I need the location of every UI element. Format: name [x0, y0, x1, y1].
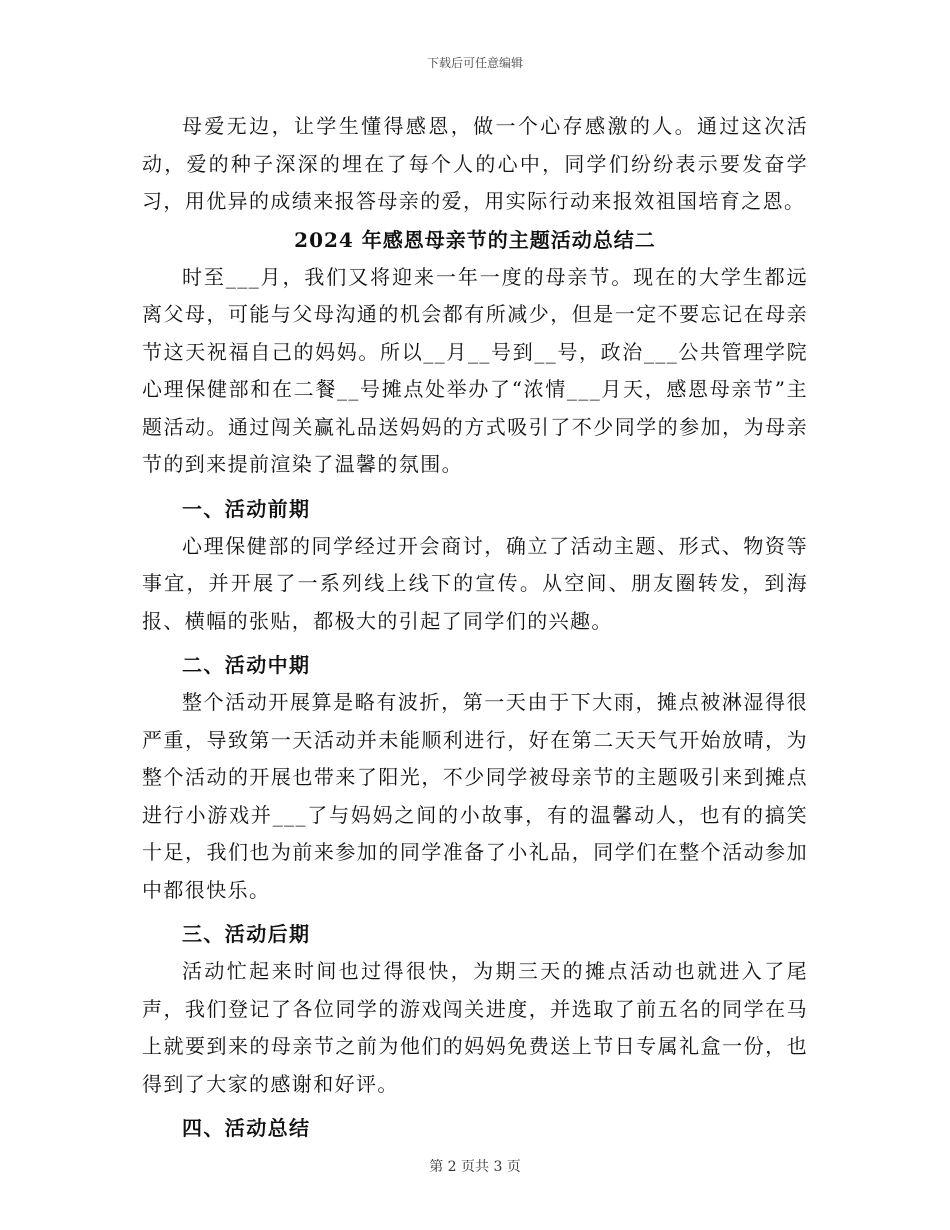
document-body [142, 108, 808, 1147]
heading-mid-stage: 二、活动中期 [182, 653, 311, 677]
section-title: 2024 年感恩母亲节的主题活动总结二 [294, 227, 656, 252]
intro-paragraph: 母爱无边，让学生懂得感恩，做一个心存感激的人。通过这次活动，爱的种子深深的埋在了每个人的心中，同学们纷纷表示要发奋学习，用优异的成绩来报答母亲的爱，用实际行动来报效祖国培育之恩。 [142, 114, 808, 213]
heading-late-stage: 三、活动后期 [182, 922, 311, 946]
opening-paragraph: 时至___月，我们又将迎来一年一度的母亲节。现在的大学生都远离父母，可能与父母沟通的机会都有所减少，但是一定不要忘记在母亲节这天祝福自己的妈妈。所以__月__号到__号，政治___公共管理学院心理保健部和在二餐__号摊点处举办了“浓情___月天，感恩母亲节”主题活动。通过闯关赢礼品送妈妈的方式吸引了不少同学的参加，为母亲节的到来提前渲染了温馨的氛围。 [142, 264, 808, 476]
page-number-footer: 第 2 页共 3 页 [429, 1159, 521, 1175]
paragraph-early-stage: 心理保健部的同学经过开会商讨，确立了活动主题、形式、物资等事宜，并开展了一系列线上线下的宣传。从空间、朋友圈转发，到海报、横幅的张贴，都极大的引起了同学们的兴趣。 [142, 533, 808, 633]
heading-early-stage: 一、活动前期 [182, 496, 311, 521]
paragraph-mid-stage: 整个活动开展算是略有波折，第一天由于下大雨，摊点被淋湿得很严重，导致第一天活动并未能顺利进行，好在第二天天气开始放晴，为整个活动的开展也带来了阳光，不少同学被母亲节的主题吸引来到摊点进行小游戏并___了与妈妈之间的小故事，有的温馨动人，也有的搞笑十足，我们也为前来参加的同学准备了小礼品，同学们在整个活动参加中都很快乐。 [142, 690, 808, 902]
heading-summary: 四、活动总结 [182, 1116, 311, 1140]
page-header-note: 下载后可任意编辑 [426, 56, 523, 70]
paragraph-late-stage: 活动忙起来时间也过得很快，为期三天的摊点活动也就进入了尾声，我们登记了各位同学的游戏闯关进度，并选取了前五名的同学在马上就要到来的母亲节之前为他们的妈妈免费送上节日专属礼盒一份，也得到了大家的感谢和好评。 [142, 959, 808, 1096]
